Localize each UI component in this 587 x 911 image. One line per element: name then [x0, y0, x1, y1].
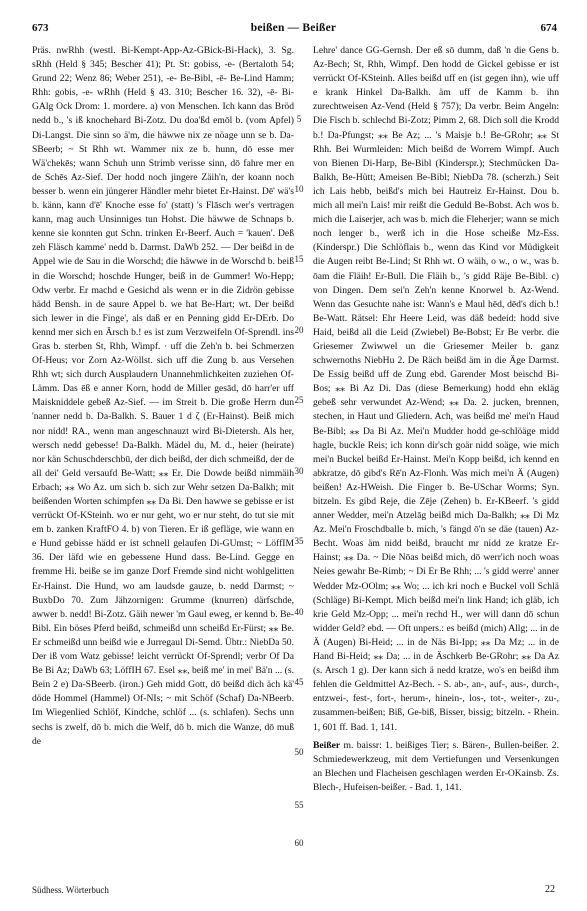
line-number: 55: [294, 800, 304, 810]
left-column: [32, 44, 294, 749]
page-number-left: 673: [32, 22, 49, 34]
footer-publication: Südhess. Wörterbuch: [32, 885, 109, 895]
right-column-text: Lehre' dance GG-Gernsh. Der eß sō dumm, daß 'n die Gens b. Az-Bech; St, Rhh, Wimpf. Den hodd de Gickel gebisse er ist verrückt Of-KSteinh. Alles beißd uff en (ist gegen ihn), wie uff e krank Hinkel Da-Balkh. äm uff de Kamm b. ihn zurechtweisen Az-Vend (Held § 757); Da verbr. Beim Angeln: Die Fisch b. schlechd Bi-Zotz; Pimm 2, 68. Dich soll die Krodd b.! Da-Pfungst; ⁎⁎ Be Az; ... 's Maisje b.! Be-GRohr; ⁎⁎ St Rhh. Bei Wurmleiden: Mich beißd de Worrem Wimpf. Auch von Bienen Di-Harp, Be-Bibl (Kinderspr.); Stechmücken Da-Balkh, Be-Hütt; Ameisen Be-Bibl; NiebDa 78. (scherzh.) Seit ich Lais hebb, beißd's mich bei Hautreiz Er-Hainst. Dou b. mich all mei'n Lais! mir reißt die Geduld Be-Bobst. Ach wos b. mich die Laiserjer, ach was b. mich die Fleherjer; wann se mich noch lenger b., werß ich in die Hose scheiße Mz-Ess. (Kinderspr.) Die Schlöflais b., wenn das Kind vor Müdigkeit die Augen reibt Be-Lind; St Rhh wt. O wäih, o w., o w., was b. ōam die Fläih! Er-Bull. Die Fläih b., 's gidd Räje Be-Bibl. c) von Dingen. Dem sei'n Zeh'n kenne Knorwel b. Az-Wend. Wenn das Gesuchte nahe ist: Wann's e Maul hēd, dēd's dich b.! Be-Watt. Rätsel: Ehr Heere Leid, was däß bedeid: hodd sive Haid, beißd all die Leid (Zwiebel) Be-Bobst; Er Be verbr. die Griesemer Zwiwwel un die Griesemer Meiler b. ganz schwernoths NiebHu 2. De Räch beißd äm in die Äge Darmst. De Essig beißd uff de Zung ebd. Garender Most beischd Bi-Bos; ⁎⁎ Bi Az Di. Das (diese Bemerkung) hodd ehn ekläg gebeß sehr verwundet Az-Wend; ⁎⁎ Da. 2. jucken, brennen, stechen, in Haut und Gliedern. Ach, was beißd me' mei'n Haud Be-Bibl; ⁎⁎ Da Bi Az. Mei'n Mudder hodd ge-schlöäge midd hagle, buckle Reis; ich konn dir'sch goär nidd soäge, wie mich mei'n Buckel beißd Er-Hainst. Mei'n Kopp beißd, ich kennd en abkratze, dō gibd's Rē'n Az-Flonh. Was mich mei'n Ä (Augen) beißen! Az-HWeish. Die Finger b. Be-USchar Worms; Syn. bitzeln. Es gibd Reje, die Zēje (Zehen) b. Er-KBeerf. 's gidd anner Wedder, mei'n Atzelāg beißd mich Da-Balkh; ⁎⁎ Di Mz Az. Mei'n Froschdballe b. mich, 's fängd ō'n se däe (tauen) Az-Becht. Woas äm nidd beißd, braucht mr nidd ze kratze Er-Hainst; ⁎⁎ Da. ~ Die Nōas beißd mich, dō werr'ich noch woas Neies gewahr Be-Rimb; ~ Di Er Be Rhh; ... 's gidd werre' anner Wedder Mz-OOlm; ⁎⁎ Wo; ... ich kri noch e Buckel voll Schlä (Schläge) Bi-Kempt. Mich beißd mei'n link Hand; ich gläb, ich krie Geld Mz-Opp; ... mei'n rechd H., wer will dann dō schun widder Geld? ebd. — Oft unpers.: es beißd (mich) Allg; ... in de Ä (Augen) Bi-Heid; ... in de Näs Bi-Ipp; ⁎⁎ Da Mz; ... in de Hand Bi-Heid; ⁎⁎ Da; ... in de Äschkerb Be-GRohr; ⁎⁎ Da Az (s. Arsch 1 g). Der kann sich ä nedd kratze, wo's en beißd ihm fehlen die Geldmittel Az-Bech. - S. ab-, an-, auf-, aus-, durch-, entzwei-, fest-, fort-, herum-, hinein-, los-, tot-, weiter-, zu-, zusammen-beißen; Biß, Ge-biß, Bisser, bissig; bitzeln. - Rhein. 1, 601 ff. Bad. 1, 141.: [313, 45, 559, 733]
line-number: 60: [294, 838, 304, 848]
footer-sheet-number: 22: [545, 884, 555, 895]
line-number: 30: [294, 466, 304, 476]
line-number: 25: [294, 395, 304, 405]
page-title: beißen — Beißer: [250, 22, 337, 34]
line-number: 20: [294, 325, 304, 335]
line-number: 45: [294, 677, 304, 687]
entry-text: m. baissr: 1. beißiges Tier; s. Bären-, Bullen-beißer. 2. Schmiedewerkzeug, mit dem Vertiefungen und Versenkungen an Blechen und Flacheisen geschlagen werden Er-OKainsb. Zs. Blech-, Hufeisen-beißer. - Bad. 1, 141.: [313, 739, 559, 793]
left-column-text: Präs. nwRhh (westl. Bi-Kempt-App-Az-GBick-Bi-Hack), 3. Sg. sRhh (Held § 345; Bescher 41); Pt. St: gobiss, -e- (Bertaloth 54; Grund 22; Wenz 86; Weber 251), -e- Be-Bibl, -ē- Be-Lind Hamm; Rhh: gobis, -e- wRhh (Held § 43. 310; Bescher 16. 32), -ē- Bi-GAlg Ock Drom: 1. mordere. a) von Menschen. Ich kann das Bröd nedd b., 's iß knochehard Bi-Zotz. Du doa'ßd emōl b. (vom Apfel) Di-Langst. Die sinn so ä'm, die häwwe nix ze nöage unn se b. Da-SBeerb; ~ St Rhh wt. Wammer nix ze b. hunn, dō esse mer Wä'chekēs; wann Schuh unn Strimb verisse sinn, dō fahre mer en de Schēs Az-Sief. Der hodd noch jingere Zäih'n, der koann noch besser b. wenn ein jüngerer Händler mehr bietet Er-Hainst. Dē' wä's b. känn, kann d'ē' Knoche esse fo' (statt) 's Flāsch wer's vertragen kann, mag auch Unsinniges tun Hohst. Die häwwe de Schnaps b. kenne sie konnten gut Schn. trinken Er-Beerf. Auch = 'kauen'. Deß zeh Fläsch kamme' nedd b. Darmst. DaWb 252. — Der beißd in de Appel wie de Sau in die Worschd; die häwwe in de Worschd b. beiß in die Worschd; hoschde Hunger, beiß in de Gummer! Wo-Hepp; Odw verbr. Er machd e Gesichd als wenn er in die Zidrön gebisse hädd Bensh. in de saure Appel b. we hat Be-Hart; wt. Der beißd sich lewer in die Finge', als daß er en Penning gidd Er-DErb. Do kennd mer sich en Ārsch b.! es ist zum Verzweifeln Of-Sprendl. ins Gras b. sterben St, Rhh, Wimpf. · uff die Zeh'n b. bei Schmerzen Of-Heus; vor Zorn Az-Wöllst. sich uff die Zung b. aus Versehen Rhh wt; sich durch Ausplaudern Unannehmlichkeiten zuziehen Of-Lämm. Das ēß e anner Korn, hodd de Miller gesād, dō harr'er uff Maiskniddele gebeß Az-Sief. — im Streit b. Die große Herrn dun 'nanner nedd b. Da-Balkh. S. Bauer 1 d ζ (Er-Hainst). Beiß mich nor nidd! RA., wenn man angeschnauzt wird Bi-Dietersh. Als her, wersch nedd gebesse! Da-Balkh. Mädel du, M. d., heier (heirate) nor kän Schuschderschbū, der dich beißd, der dich schmeißd, der de all dei' Geld versaufd Be-Watt; ⁎⁎ Er. Die Dowde beißd nimmäih Erbach; ⁎⁎ Wo Az. um sich b. sich zur Wehr setzen Da-Balkh; mit beißenden Worten schimpfen ⁎⁎ Da Bi. Den hawwe se gebisse er ist verrückt Of-KSteinh. wo er nur geht, wo er nur steht, do tut sie mit em b. zanken KraftFO 4. b) von Tieren. Er iß gefläge, wie wann en e Hund gebisse hädd er ist schnell gelaufen Di-GUmst; ~ LöffIM 36. Der läfd wie en gebessene Hund dass. Be-Lind. Gegge en fremme Hi. beiße se im ganze Dorf Fremde sind nicht wohlgelitten Er-Hainst. Die Hund, wo am laudsde gauze, b. nedd Darmst; ~ BuxbDo 70. Zum Jähzornigen: Grumme (knurren) därfschde, awwer b. nedd! Bi-Zotz. Gäih newer 'm Gaul eweg, er kennd b. Be-Bibl. Ein böses Pferd beißd, schmeißd unn scheißd Er-Fürst; ⁎⁎ Be. Er schmeißd unn beißd wie e Jurregaul Di-Semd. Übtr.: NiebDa 50. Der iß vom Watz gebisse! leicht verrückt Of-Sprendl; verbr Of Da Be Bi Az; DaWb 63; LöffIH 67. Esel ⁎⁎, beiß me' in mei' Bä'n ... (s. Bein 2 e) Da-SBeerb. (iron.) Geh midd Gott, dō beißd dich äch kä' döde Hommel (Hammel) Of-NIs; ~ mit Schöf (Schaf) Da-NBeerb. Im Wiegenlied Schlöf, Kindche, schlöf ... (s. schlafen). Sechs unn sechs is zwelf, dō b. mich die Welf, dō b. mich die Wanze, dō muß de: [32, 45, 294, 747]
headword: Beißer: [313, 739, 341, 751]
line-number: 5: [296, 114, 302, 124]
right-column: [313, 44, 559, 795]
line-number: 40: [294, 607, 304, 617]
line-number: 10: [294, 184, 304, 194]
page-number-right: 674: [540, 22, 557, 34]
line-number: 35: [294, 536, 304, 546]
line-number: 50: [294, 747, 304, 757]
entry-beisser: [313, 739, 559, 795]
line-number: 15: [294, 254, 304, 264]
